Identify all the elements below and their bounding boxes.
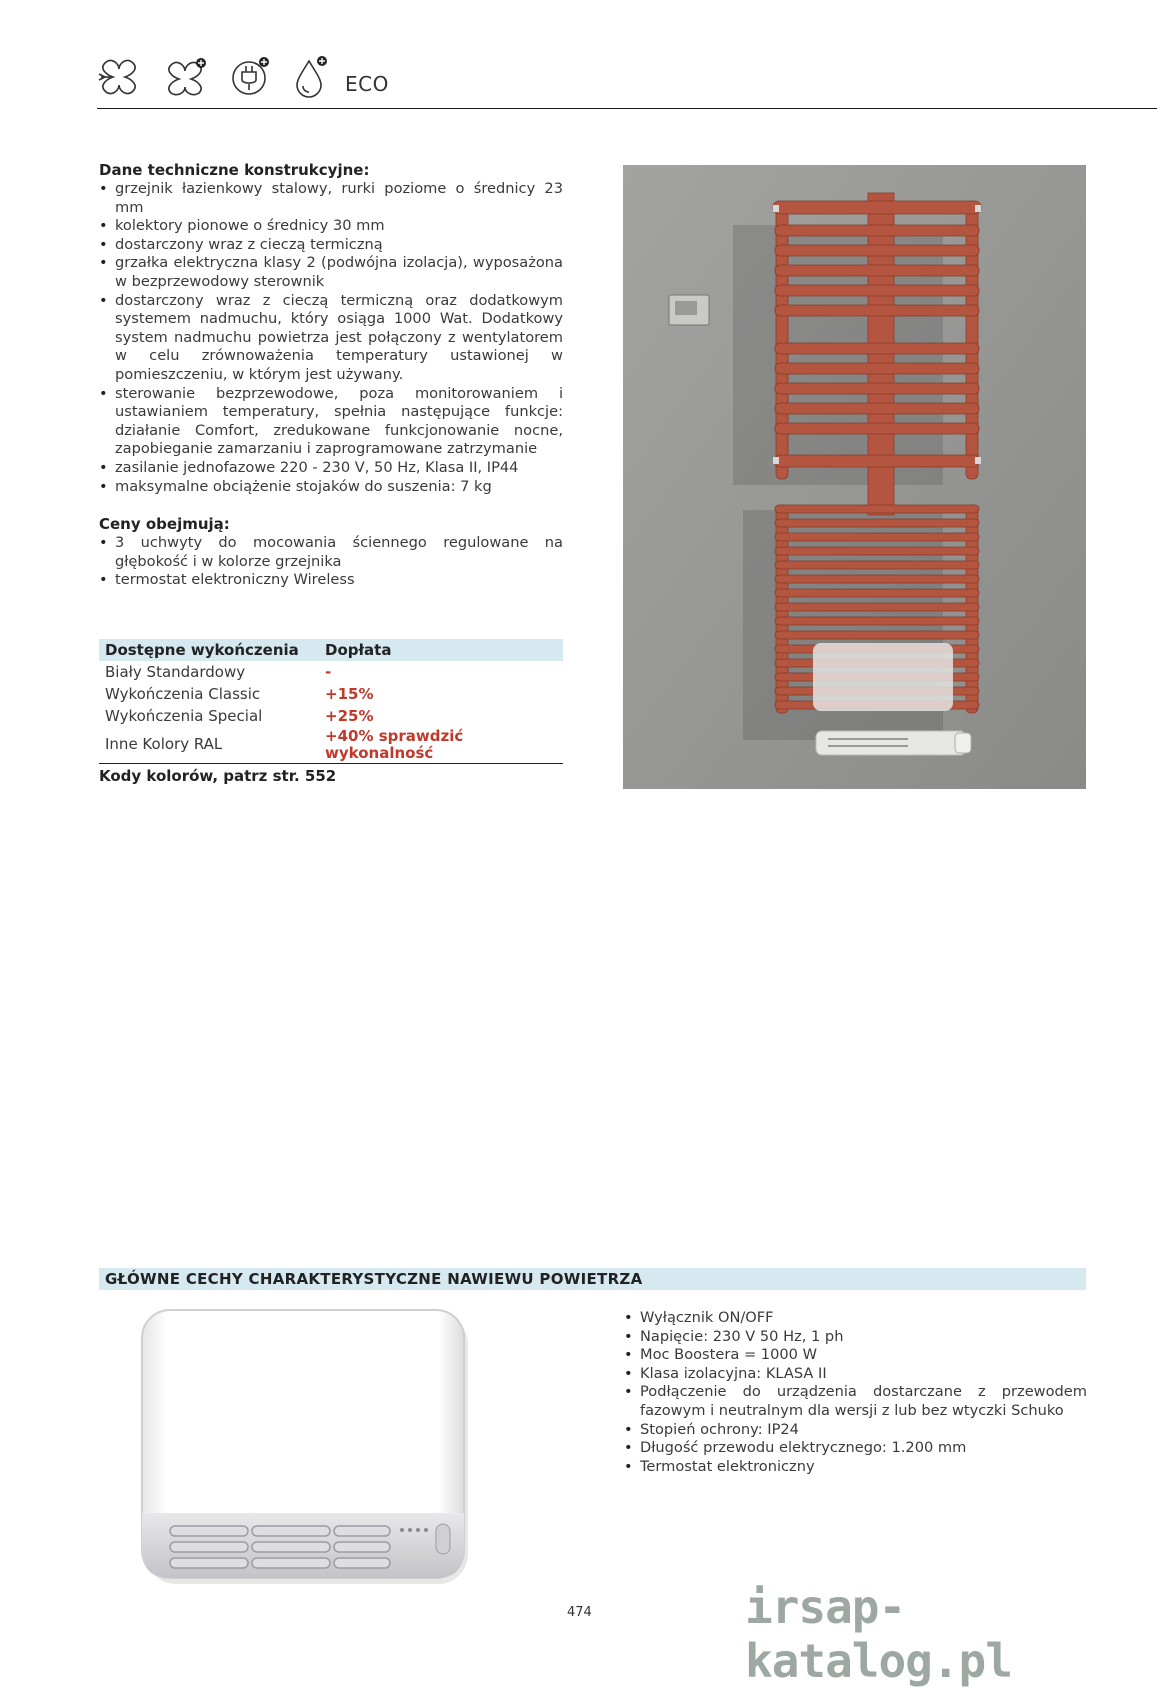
radiator-plus-icon bbox=[163, 57, 209, 97]
plug-plus-icon bbox=[231, 56, 271, 98]
finish-name: Wykończenia Classic bbox=[105, 685, 261, 703]
list-item: • grzejnik łazienkowy stalowy, rurki poziome o średnicy 23 mm bbox=[99, 180, 563, 217]
prices-include-section bbox=[99, 515, 563, 590]
eco-label: ECO bbox=[345, 72, 389, 96]
fan-heater-illustration bbox=[140, 1308, 475, 1590]
table-row bbox=[99, 683, 563, 705]
water-drop-plus-icon bbox=[293, 55, 329, 99]
list-item: • Napięcie: 230 V 50 Hz, 1 ph bbox=[624, 1328, 1087, 1347]
prices-include-title: Ceny obejmują: bbox=[99, 515, 230, 533]
list-item: • kolektory pionowe o średnicy 30 mm bbox=[99, 217, 563, 236]
thermostat-remote bbox=[669, 295, 709, 325]
header-divider bbox=[97, 108, 1157, 109]
finish-surcharge: +15% bbox=[325, 685, 374, 703]
list-item: • Podłączenie do urządzenia dostarczane z przewodem fazowym i neutralnym dla wersji z lub bez wtyczki Schuko bbox=[624, 1383, 1087, 1420]
list-item: • sterowanie bezprzewodowe, poza monitorowaniem i ustawianiem temperatury, spełnia następujące funkcje: działanie Comfort, zredukowane funkcjonowanie nocne, zapobieganie zamarzaniu i zaprogramowane zatrzymanie bbox=[99, 385, 563, 459]
header-icons bbox=[97, 54, 389, 100]
radiator-photo bbox=[623, 165, 1086, 789]
list-item: • grzałka elektryczna klasy 2 (podwójna izolacja), wyposażona w bezprzewodowy sterownik bbox=[99, 254, 563, 291]
main-features-list bbox=[624, 1309, 1087, 1476]
table-row bbox=[99, 705, 563, 727]
prices-include-list bbox=[99, 534, 563, 590]
page-number: 474 bbox=[567, 1605, 592, 1620]
finish-surcharge: +25% bbox=[325, 707, 374, 725]
finishes-section bbox=[99, 639, 563, 785]
finish-name: Biały Standardowy bbox=[105, 663, 246, 681]
finish-surcharge: - bbox=[325, 663, 332, 681]
table-row bbox=[99, 727, 563, 763]
list-item: • maksymalne obciążenie stojaków do suszenia: 7 kg bbox=[99, 478, 563, 497]
table-header-row bbox=[99, 639, 563, 661]
technical-data-section bbox=[99, 161, 563, 496]
list-item: • Moc Boostera = 1000 W bbox=[624, 1346, 1087, 1365]
list-item: • 3 uchwyty do mocowania ściennego regulowane na głębokość i w kolorze grzejnika bbox=[99, 534, 563, 571]
radiator-cross-icon bbox=[97, 57, 141, 97]
fan-heater-unit bbox=[813, 643, 971, 755]
technical-data-title: Dane techniczne konstrukcyjne: bbox=[99, 161, 370, 179]
column-header-finish: Dostępne wykończenia bbox=[99, 639, 319, 661]
list-item: • Stopień ochrony: IP24 bbox=[624, 1421, 1087, 1440]
watermark: irsap-katalog.pl bbox=[745, 1580, 1012, 1688]
color-codes-note: Kody kolorów, patrz str. 552 bbox=[99, 766, 337, 785]
column-header-surcharge: Dopłata bbox=[319, 639, 563, 661]
list-item: • dostarczony wraz z cieczą termiczną bbox=[99, 236, 563, 255]
finish-surcharge: +40% sprawdzić wykonalność bbox=[319, 727, 563, 763]
main-features-header bbox=[99, 1268, 1086, 1290]
list-item: • zasilanie jednofazowe 220 - 230 V, 50 Hz, Klasa II, IP44 bbox=[99, 459, 563, 478]
finish-name: Wykończenia Special bbox=[105, 707, 263, 725]
list-item: • termostat elektroniczny Wireless bbox=[99, 571, 563, 590]
list-item: • Długość przewodu elektrycznego: 1.200 mm bbox=[624, 1439, 1087, 1458]
technical-data-list bbox=[99, 180, 563, 496]
list-item: • Termostat elektroniczny bbox=[624, 1458, 1087, 1477]
list-item: • Klasa izolacyjna: KLASA II bbox=[624, 1365, 1087, 1384]
list-item: • Wyłącznik ON/OFF bbox=[624, 1309, 1087, 1328]
table-row bbox=[99, 661, 563, 683]
finishes-table bbox=[99, 639, 563, 764]
list-item: • dostarczony wraz z cieczą termiczną oraz dodatkowym systemem nadmuchu, który osiąga 1000 Wat. Dodatkowy system nadmuchu powietrza jest połączony z wentylatorem w celu zrównoważenia temperatury ustawionej w pomieszczeniu, w którym jest używany. bbox=[99, 292, 563, 385]
main-features-title: GŁÓWNE CECHY CHARAKTERYSTYCZNE NAWIEWU POWIETRZA bbox=[105, 1270, 643, 1288]
main-features-section bbox=[624, 1309, 1087, 1476]
finish-name: Inne Kolory RAL bbox=[99, 727, 319, 763]
